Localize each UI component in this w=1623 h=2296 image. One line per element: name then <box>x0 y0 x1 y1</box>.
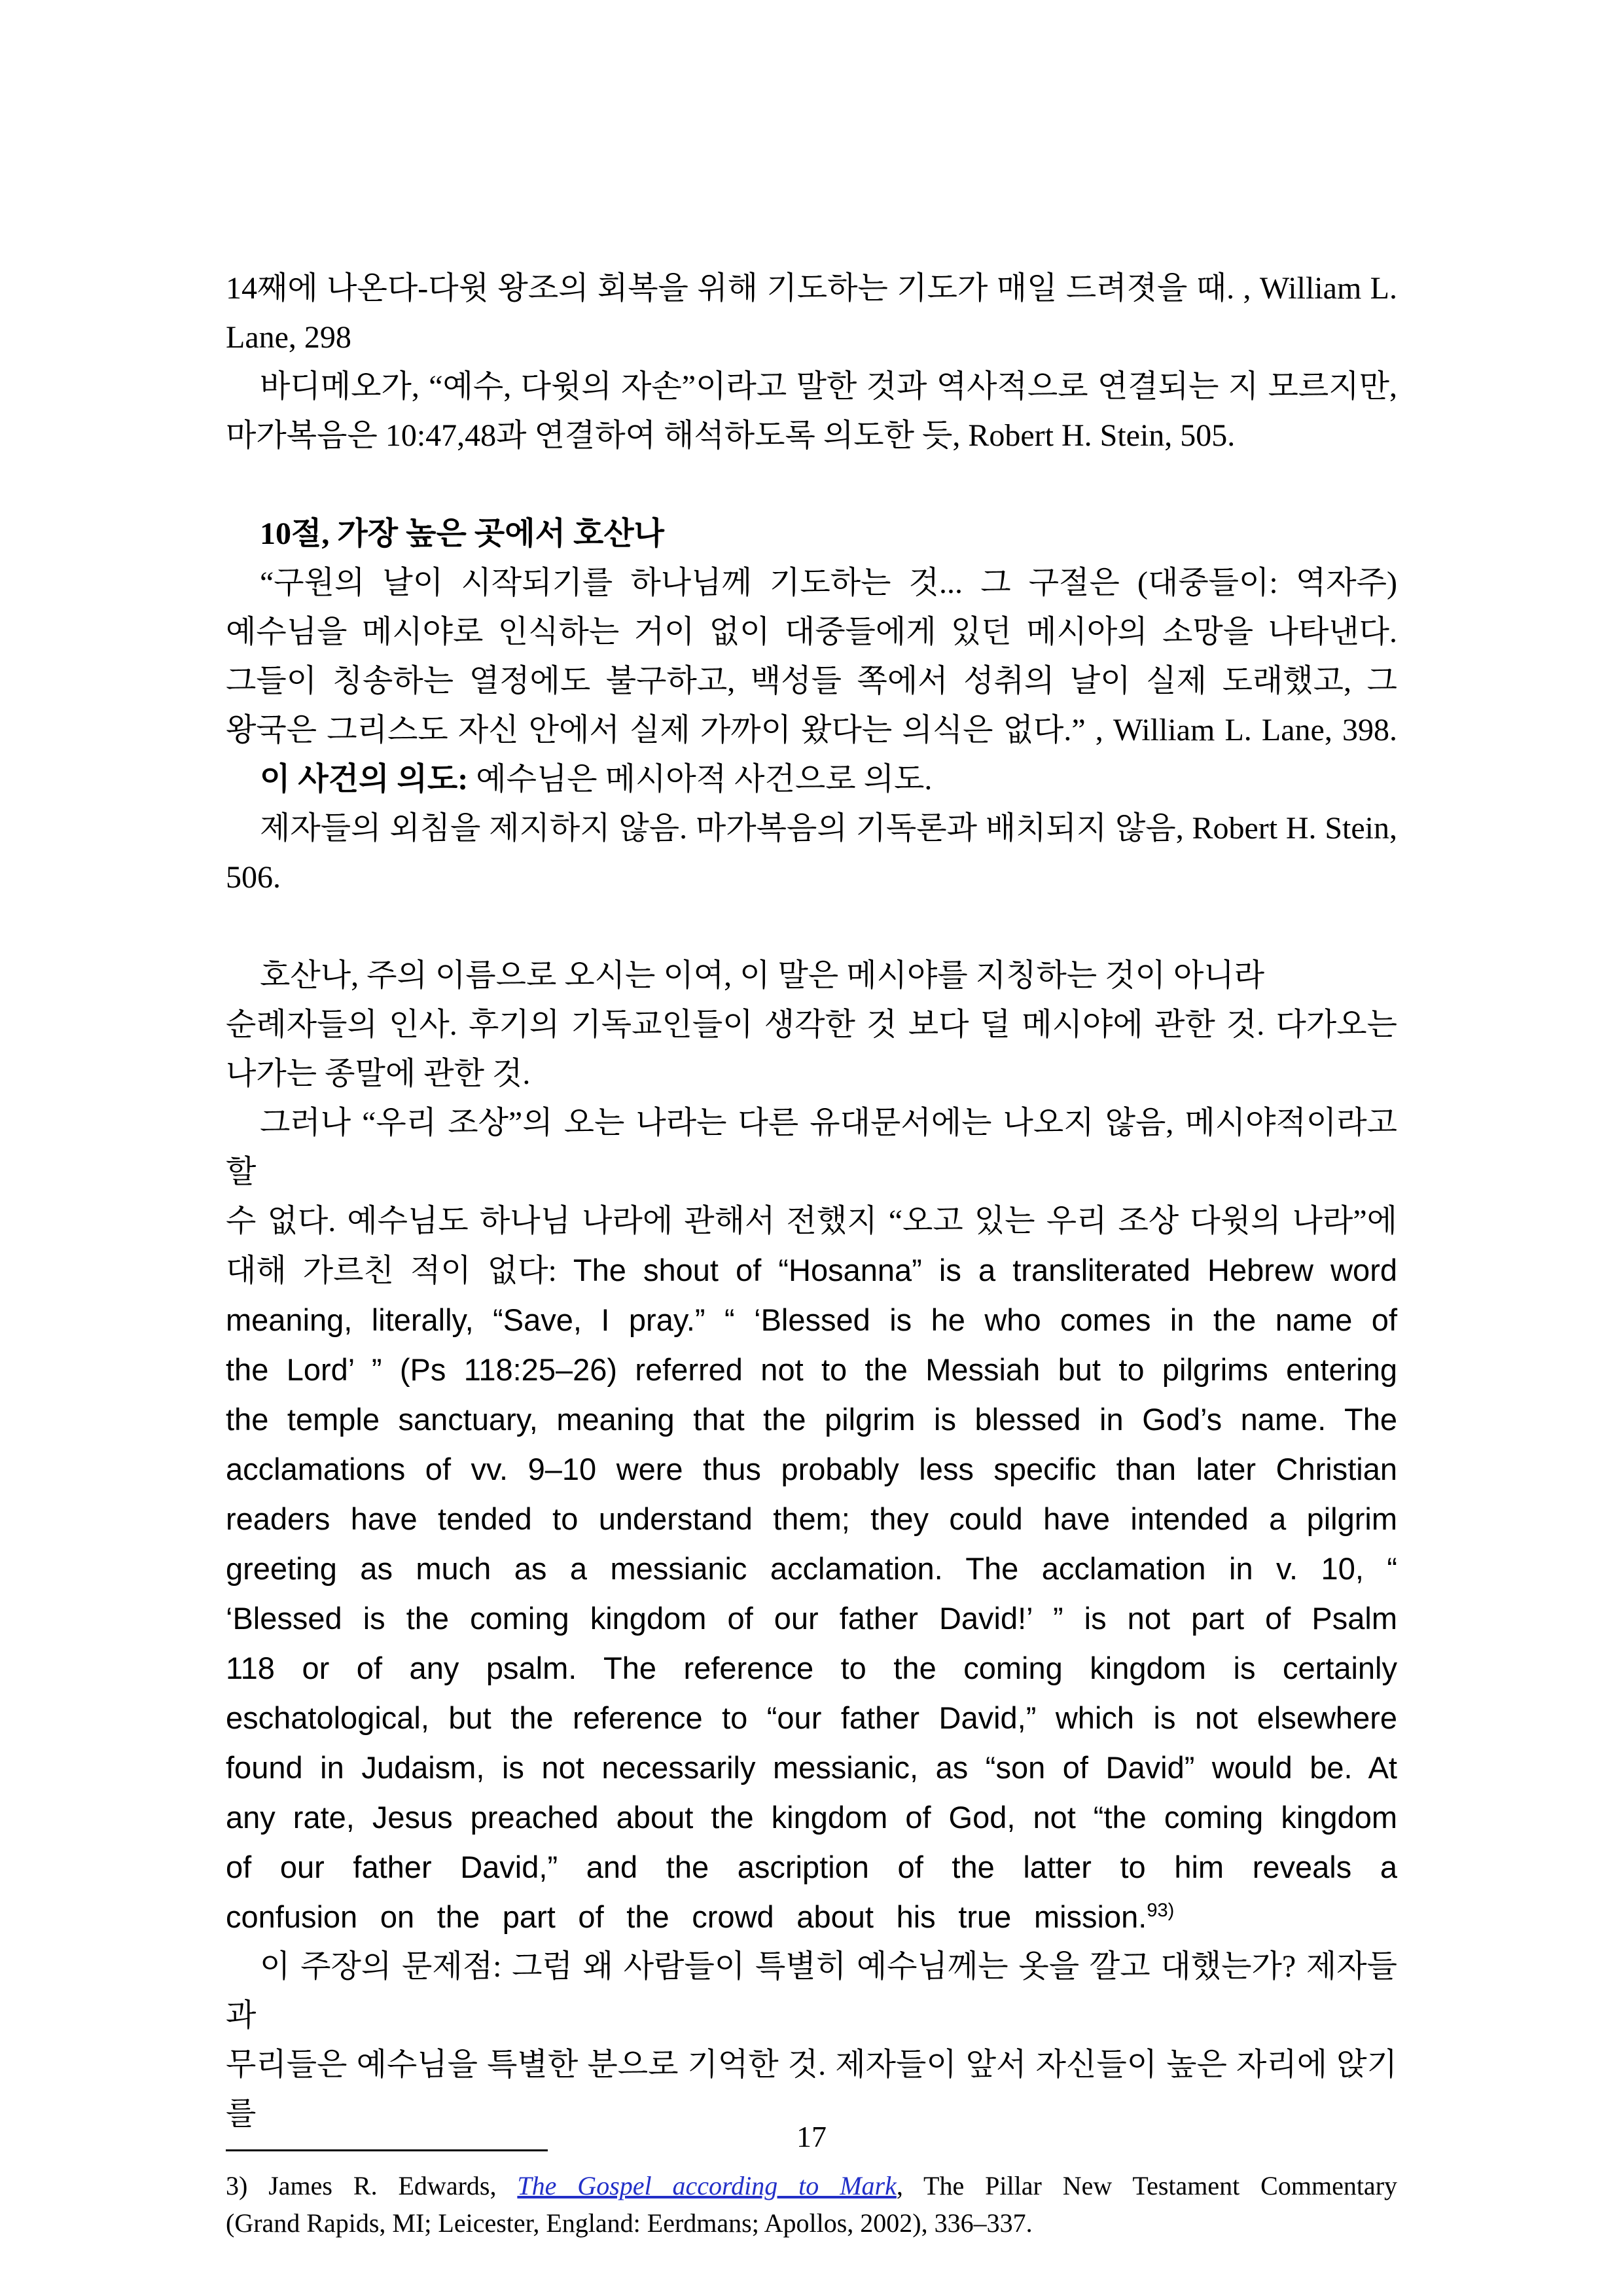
text-line <box>226 1743 1397 1793</box>
text-run: 118 or of any psalm. The reference to the coming kingdom is certainly <box>226 1651 1397 1685</box>
text-line <box>226 362 1397 411</box>
text-line <box>226 1544 1397 1594</box>
text-run: any rate, Jesus preached about the kingdom of God, not “the coming kingdom <box>226 1800 1397 1835</box>
text-line <box>226 1842 1397 1892</box>
text-line <box>226 1345 1397 1395</box>
text-line <box>226 1000 1397 1049</box>
text-line <box>226 1942 1397 2040</box>
text-line <box>226 264 1397 313</box>
text-line <box>226 1295 1397 1345</box>
text-run: The shout of “Hosanna” is a transliterated Hebrew word <box>573 1253 1397 1287</box>
text-line <box>226 1395 1397 1444</box>
text-line <box>226 706 1397 755</box>
text-run: 그러나 “우리 조상”의 오는 나라는 다른 유대문서에는 나오지 않음, 메시야적이라고 할 <box>226 1105 1397 1189</box>
text-run: “구원의 날이 시작되기를 하나님께 기도하는 것... 그 구절은 (대중들이: 역자주) <box>260 565 1397 600</box>
text-line <box>226 607 1397 656</box>
text-line <box>226 509 1397 558</box>
text-run: 대해 가르친 적이 없다: <box>226 1253 573 1288</box>
text-run: 무리들은 예수님을 특별한 분으로 기억한 것. 제자들이 앞서 자신들이 높은 자리에 앉기를 <box>226 2047 1397 2131</box>
text-run: 바디메오가, “예수, 다윗의 자손”이라고 말한 것과 역사적으로 연결되는 지 모르지만, <box>260 369 1397 404</box>
text-line <box>226 558 1397 607</box>
text-run: confusion on the part of the crowd about his true mission. <box>226 1899 1147 1934</box>
text-line <box>226 1196 1397 1246</box>
text-line <box>226 656 1397 706</box>
text-run: 예수님은 메시아적 사건으로 의도. <box>468 762 933 797</box>
text-run: (Grand Rapids, MI; Leicester, England: Eerdmans; Apollos, 2002), 336–337. <box>226 2208 1033 2238</box>
text-line <box>226 2167 1397 2204</box>
text-line <box>226 2204 1397 2242</box>
text-run: acclamations of vv. 9–10 were thus probably less specific than later Christian <box>226 1452 1397 1486</box>
text-run: 왕국은 그리스도 자신 안에서 실제 가까이 왔다는 의식은 없다.” , William L. Lane, 398. <box>226 713 1397 747</box>
text-line <box>226 755 1397 804</box>
text-line <box>226 804 1397 853</box>
text-run: , The Pillar New Testament Commentary <box>896 2171 1398 2200</box>
text-line <box>226 1444 1397 1494</box>
text-run: 이 주장의 문제점: 그럼 왜 사람들이 특별히 예수님께는 옷을 깔고 대했는가? 제자들과 <box>226 1949 1397 2033</box>
text-line <box>226 951 1397 1000</box>
text-run: 14째에 나온다-다윗 왕조의 회복을 위해 기도하는 기도가 매일 드려졋을 때. , William L. <box>226 271 1397 306</box>
document-content <box>226 264 1397 2242</box>
text-line <box>226 1246 1397 1295</box>
text-run: 그들이 칭송하는 열정에도 불구하고, 백성들 쪽에서 성취의 날이 실제 도래했고, 그 <box>226 664 1397 698</box>
text-run: 3) James R. Edwards, <box>226 2171 518 2200</box>
footnote-ref-marker: 93) <box>1147 1900 1175 1921</box>
document-body-lines <box>226 264 1397 2138</box>
blank-line <box>226 460 1397 509</box>
text-line <box>226 1049 1397 1098</box>
text-line <box>226 853 1397 902</box>
text-run: 나가는 종말에 관한 것. <box>226 1056 531 1091</box>
text-run: 호산나, 주의 이름으로 오시는 이여, 이 말은 메시야를 지칭하는 것이 아니라 <box>260 958 1265 993</box>
text-line <box>226 1643 1397 1693</box>
footnote-hyperlink[interactable]: The Gospel according to Mark <box>517 2171 897 2200</box>
text-run: readers have tended to understand them; they could have intended a pilgrim <box>226 1501 1397 1536</box>
blank-line <box>226 902 1397 951</box>
text-run: 506. <box>226 860 281 895</box>
text-run: the Lord’ ” (Ps 118:25–26) referred not to the Messiah but to pilgrims entering <box>226 1352 1397 1387</box>
text-line <box>226 1892 1397 1942</box>
text-run: 제자들의 외침을 제지하지 않음. 마가복음의 기독론과 배치되지 않음, Robert H. Stein, <box>260 811 1397 846</box>
text-run: 이 사건의 의도: <box>260 762 469 797</box>
text-line <box>226 313 1397 362</box>
text-line <box>226 1098 1397 1196</box>
text-line <box>226 1494 1397 1544</box>
text-run: the temple sanctuary, meaning that the pilgrim is blessed in God’s name. The <box>226 1402 1397 1437</box>
text-run: of our father David,” and the ascription of the latter to him reveals a <box>226 1850 1397 1884</box>
text-run: 예수님을 메시야로 인식하는 거이 없이 대중들에게 있던 메시아의 소망을 나타낸다. <box>226 615 1397 649</box>
text-line <box>226 1594 1397 1643</box>
text-run: 마가복음은 10:47,48과 연결하여 해석하도록 의도한 듯, Robert H. Stein, 505. <box>226 418 1236 453</box>
text-line <box>226 1693 1397 1743</box>
text-run: 순례자들의 인사. 후기의 기독교인들이 생각한 것 보다 덜 메시야에 관한 것. 다가오는 <box>226 1007 1397 1042</box>
text-line <box>226 1793 1397 1842</box>
text-run: 10절, 가장 높은 곳에서 호산나 <box>260 516 665 551</box>
text-run: found in Judaism, is not necessarily messianic, as “son of David” would be. At <box>226 1750 1397 1785</box>
text-run: meaning, literally, “Save, I pray.” “ ‘Blessed is he who comes in the name of <box>226 1302 1397 1337</box>
text-run: greeting as much as a messianic acclamation. The acclamation in v. 10, “ <box>226 1551 1397 1586</box>
page-number: 17 <box>796 2120 827 2153</box>
footnote-lines <box>226 2167 1397 2242</box>
text-line <box>226 411 1397 460</box>
text-run: Lane, 298 <box>226 320 351 355</box>
text-run: 수 없다. 예수님도 하나님 나라에 관해서 전했지 “오고 있는 우리 조상 다윗의 나라”에 <box>226 1204 1397 1238</box>
text-run: ‘Blessed is the coming kingdom of our father David!’ ” is not part of Psalm <box>226 1601 1397 1636</box>
text-run: eschatological, but the reference to “our father David,” which is not elsewhere <box>226 1700 1397 1735</box>
